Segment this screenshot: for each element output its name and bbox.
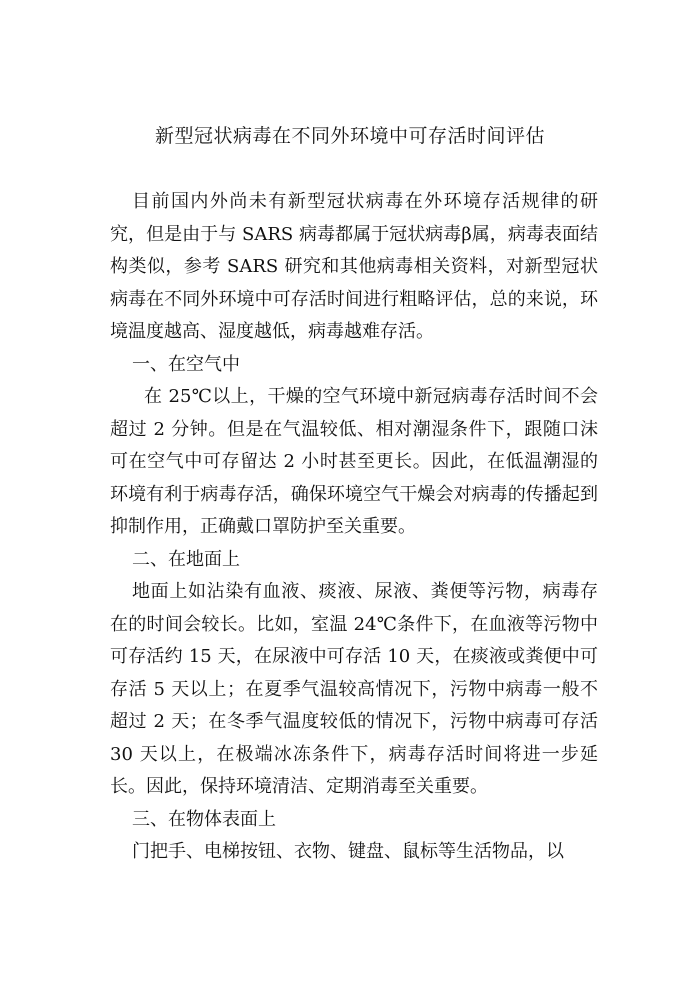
section-text-air: 在 25℃以上，干燥的空气环境中新冠病毒存活时间不会超过 2 分钟。但是在气温较低、相对潮湿条件下，跟随口沫可在空气中可存留达 2 小时甚至更长。因此，在低温潮湿的环境有利于病毒存活，确保环境空气干燥会对病毒的传播起到抑制作用，正确戴口罩防护至关重要。 [110, 386, 598, 537]
section-text-ground: 地面上如沾染有血液、痰液、尿液、粪便等污物，病毒存在的时间会较长。比如，室温 24℃条件下，在血液等污物中可存活约 15 天，在尿液中可存活 10 天，在痰液或粪便中可存活 5 天以上；在夏季气温较高情况下，污物中病毒一般不超过 2 天；在冬季气温度较低的情况下，污物中病毒可存活 30 天以上，在极端冰冻条件下，病毒存活时间将进一步延长。因此，保持环境清洁、定期消毒至关重要。 [110, 581, 598, 797]
document-title: 新型冠状病毒在不同外环境中可存活时间评估 [154, 125, 545, 147]
document-body [110, 186, 598, 869]
intro-paragraph: 目前国内外尚未有新型冠状病毒在外环境存活规律的研究，但是由于与 SARS 病毒都属于冠状病毒β属，病毒表面结构类似，参考 SARS 研究和其他病毒相关资料，对新型冠状病毒在不同外环境中可存活时间进行粗略评估，总的来说，环境温度越高、湿度越低，病毒越难存活。 [110, 191, 598, 342]
section-heading-ground: 二、在地面上 [132, 548, 240, 570]
section-heading-air: 一、在空气中 [132, 353, 240, 375]
section-text-surface: 门把手、电梯按钮、衣物、键盘、鼠标等生活物品，以 [132, 841, 564, 862]
section-heading-surface: 三、在物体表面上 [132, 808, 276, 830]
